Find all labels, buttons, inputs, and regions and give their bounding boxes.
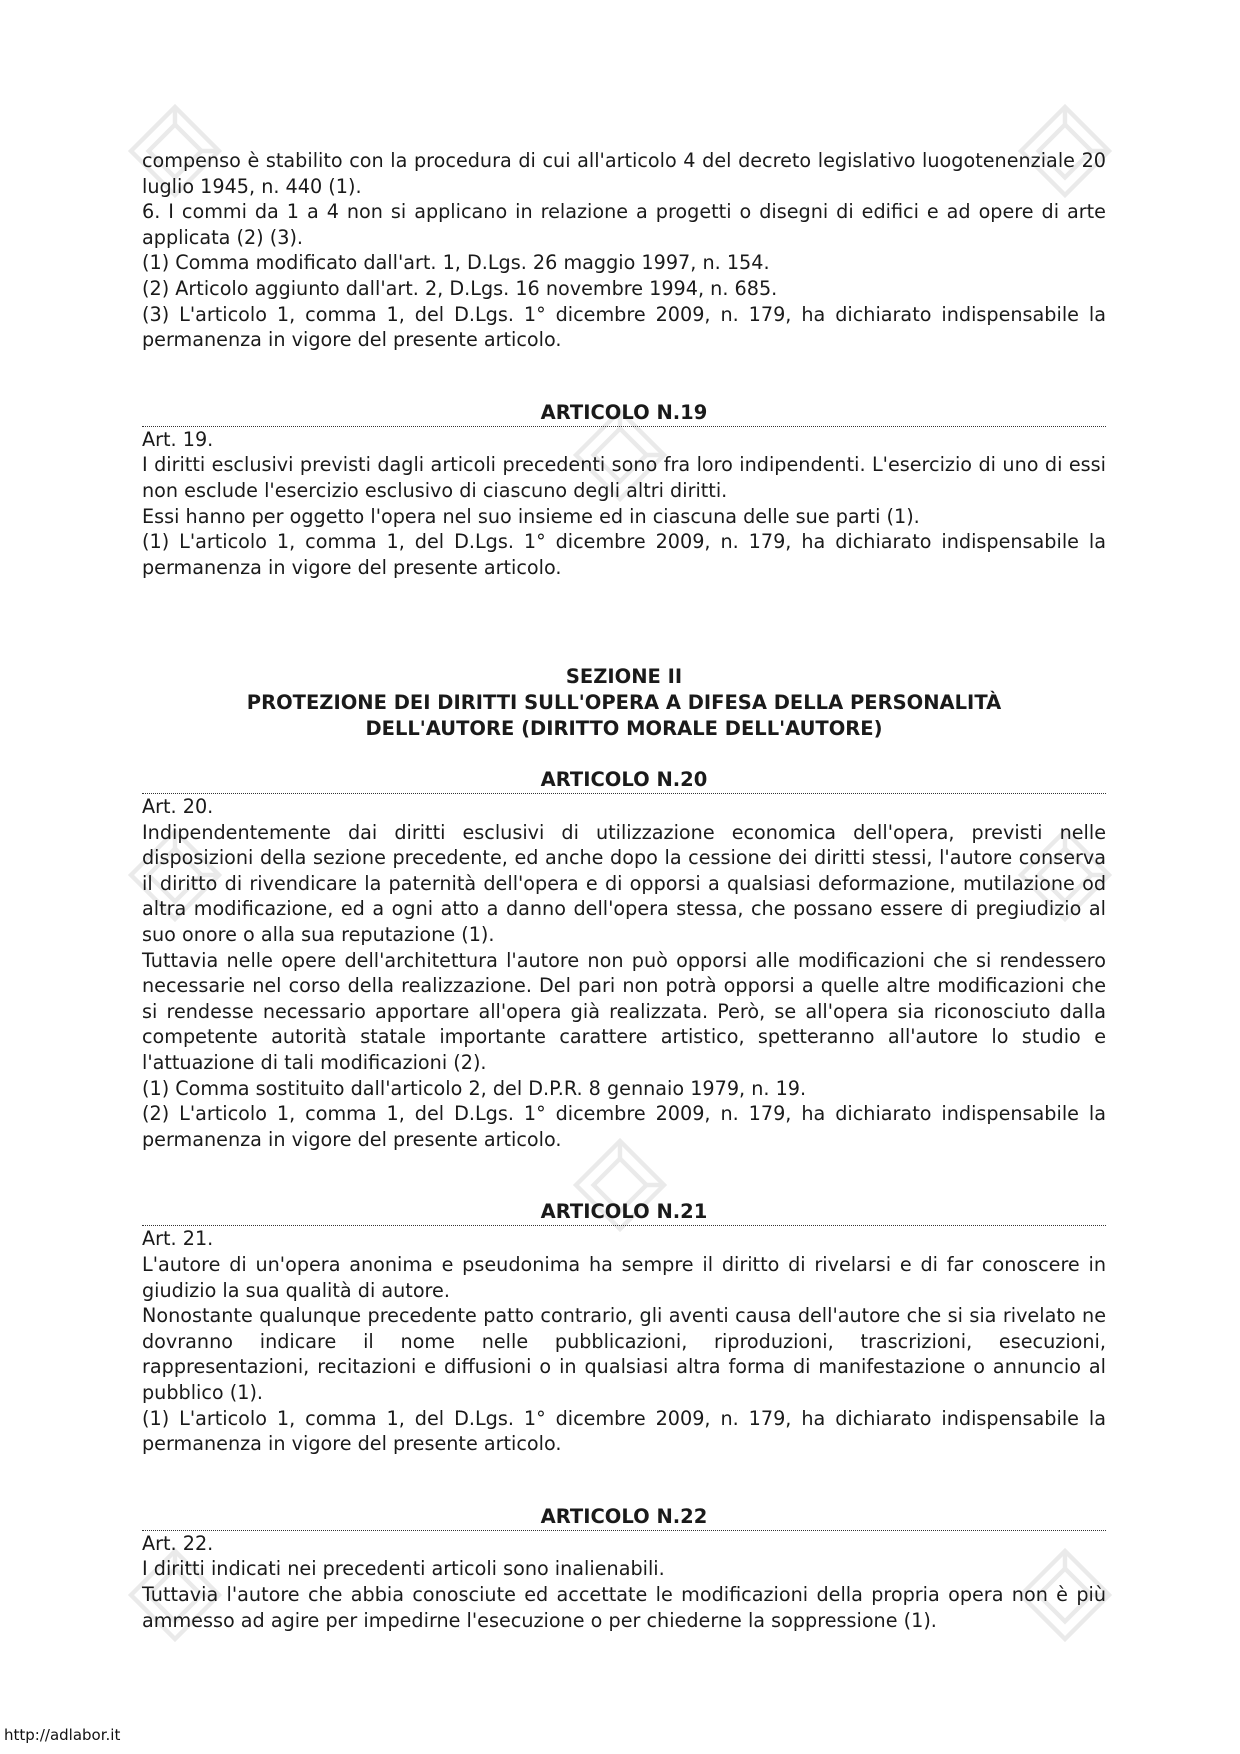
section-subtitle: DELL'AUTORE (DIRITTO MORALE DELL'AUTORE)	[365, 716, 883, 740]
paragraph: Nonostante qualunque precedente patto contrario, gli aventi causa dell'autore che si sia rivelato ne dovranno indicare il nome nelle pubblicazioni, riproduzioni, trascrizioni, esecuzioni, rappresentazioni, recitazioni e diffusioni o in qualsiasi altra forma di manifestazione o annuncio al pubblico (1).	[142, 1304, 1106, 1404]
article-label: Art. 22.	[142, 1531, 214, 1555]
footnote: (2) L'articolo 1, comma 1, del D.Lgs. 1° dicembre 2009, n. 179, ha dichiarato indispensabile la permanenza in vigore del presente articolo.	[142, 1102, 1106, 1151]
footnote: (1) Comma modificato dall'art. 1, D.Lgs. 26 maggio 1997, n. 154.	[142, 251, 770, 275]
footer-url: http://adlabor.it	[4, 1726, 121, 1744]
footnote: (3) L'articolo 1, comma 1, del D.Lgs. 1° dicembre 2009, n. 179, ha dichiarato indispensabile la permanenza in vigore del presente articolo.	[142, 302, 1106, 352]
footnote: (1) L'articolo 1, comma 1, del D.Lgs. 1° dicembre 2009, n. 179, ha dichiarato indispensabile la permanenza in vigore del presente articolo.	[142, 530, 1106, 579]
paragraph: Tuttavia l'autore che abbia conosciute ed accettate le modificazioni della propria opera non è più ammesso ad agire per impedirne l'esecuzione o per chiederne la soppressione (1).	[142, 1582, 1106, 1632]
paragraph: I diritti esclusivi previsti dagli articoli precedenti sono fra loro indipendenti. L'esercizio di uno di essi non esclude l'esercizio esclusivo di ciascuno degli altri diritti.	[142, 453, 1106, 502]
article-heading: ARTICOLO N.19	[142, 399, 1106, 427]
article-heading: ARTICOLO N.21	[142, 1198, 1106, 1226]
paragraph: Tuttavia nelle opere dell'architettura l'autore non può opporsi alle modificazioni che si rendessero necessarie nel corso della realizzazione. Del pari non potrà opporsi a quelle altre modificazioni che si rendesse necessario apportare all'opera già realizzata. Però, se all'opera sia riconosciuto dalla competente autorità statale importante carattere artistico, spetteranno all'autore lo studio e l'attuazione di tali modificazioni (2).	[142, 948, 1106, 1075]
paragraph: I diritti indicati nei precedenti articoli sono inalienabili.	[142, 1557, 665, 1581]
paragraph: L'autore di un'opera anonima e pseudonima ha sempre il diritto di rivelarsi e di far conoscere in giudizio la sua qualità di autore.	[142, 1253, 1106, 1302]
footnote: (2) Articolo aggiunto dall'art. 2, D.Lgs. 16 novembre 1994, n. 685.	[142, 276, 778, 300]
article-heading: ARTICOLO N.20	[142, 766, 1106, 794]
section-subtitle: PROTEZIONE DEI DIRITTI SULL'OPERA A DIFESA DELLA PERSONALITÀ	[246, 690, 1002, 714]
article-label: Art. 21.	[142, 1227, 214, 1251]
article-label: Art. 19.	[142, 427, 214, 451]
footnote: (1) L'articolo 1, comma 1, del D.Lgs. 1° dicembre 2009, n. 179, ha dichiarato indispensabile la permanenza in vigore del presente articolo.	[142, 1406, 1106, 1456]
document-body	[142, 148, 1106, 1633]
section-title: SEZIONE II	[565, 665, 683, 689]
paragraph: Indipendentemente dai diritti esclusivi di utilizzazione economica dell'opera, previsti nelle disposizioni della sezione precedente, ed anche dopo la cessione dei diritti stessi, l'autore conserva il diritto di rivendicare la paternità dell'opera e di opporsi a qualsiasi deformazione, mutilazione od altra modificazione, ed a ogni atto a danno dell'opera stessa, che possano essere di pregiudizio al suo onore o alla sua reputazione (1).	[142, 820, 1106, 947]
paragraph: Essi hanno per oggetto l'opera nel suo insieme ed in ciascuna delle sue parti (1).	[142, 504, 920, 528]
article-label: Art. 20.	[142, 795, 214, 819]
paragraph: 6. I commi da 1 a 4 non si applicano in relazione a progetti o disegni di edifici e ad opere di arte applicata (2) (3).	[142, 200, 1106, 249]
article-heading: ARTICOLO N.22	[142, 1503, 1106, 1531]
footnote: (1) Comma sostituito dall'articolo 2, del D.P.R. 8 gennaio 1979, n. 19.	[142, 1076, 807, 1100]
paragraph: compenso è stabilito con la procedura di cui all'articolo 4 del decreto legislativo luogotenenziale 20 luglio 1945, n. 440 (1).	[142, 149, 1106, 198]
